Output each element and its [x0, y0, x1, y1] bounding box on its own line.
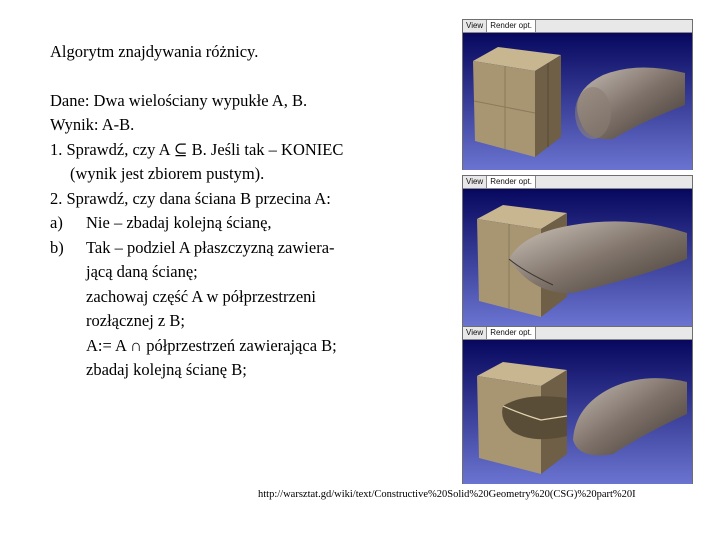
step-2b — [50, 236, 470, 261]
viewport-1-scene — [463, 33, 692, 170]
scene-2-render — [463, 189, 692, 326]
step-2b-line-2: jącą daną ścianę; — [86, 262, 198, 281]
render-options-tab[interactable]: Render opt. — [487, 176, 536, 188]
view-tab[interactable]: View — [463, 176, 487, 188]
viewport-3-tabs — [463, 327, 692, 340]
slide-text-block — [50, 40, 470, 383]
render-viewport-1 — [462, 19, 693, 170]
viewport-2-scene — [463, 189, 692, 326]
render-viewport-2 — [462, 175, 693, 326]
step-2b-label: b) — [50, 237, 64, 257]
cube-shape — [473, 47, 561, 157]
step-2a-label: a) — [50, 213, 63, 232]
view-tab[interactable]: View — [463, 327, 487, 339]
step-2: 2. Sprawdź, czy dana ściana B przecina A: — [50, 188, 331, 208]
step-1: 1. Sprawdź, czy A ⊆ B. Jeśli tak – KONIEC — [50, 139, 344, 159]
step-1-continuation: (wynik jest zbiorem pustym). — [70, 164, 265, 183]
viewport-3-scene — [463, 340, 692, 484]
viewport-1-tabs — [463, 20, 692, 33]
step-2b-line-6: zbadaj kolejną ścianę B; — [86, 360, 247, 379]
view-tab[interactable]: View — [463, 20, 487, 32]
render-viewport-3 — [462, 326, 693, 484]
step-2b-line-5: A:= A ∩ półprzestrzeń zawierająca B; — [86, 335, 337, 355]
render-options-tab[interactable]: Render opt. — [487, 327, 536, 339]
input-description: Dane: Dwa wielościany wypukłe A, B. — [50, 90, 308, 110]
source-url[interactable]: http://warsztat.gd/wiki/text/Constructive%20Solid%20Geometry%20(CSG)%20part%20I — [258, 489, 636, 500]
cube-with-cut-shape — [477, 362, 567, 474]
step-2a-text: Nie – zbadaj kolejną ścianę, — [86, 213, 272, 232]
output-description: Wynik: A-B. — [50, 115, 135, 134]
scene-1-render — [463, 33, 692, 170]
scene-3-render — [463, 340, 692, 484]
step-2b-line-4: rozłącznej z B; — [86, 311, 185, 330]
step-2b-line-3: zachowaj część A w półprzestrzeni — [86, 286, 316, 306]
viewport-2-tabs — [463, 176, 692, 189]
slide-title: Algorytm znajdywania różnicy. — [50, 42, 259, 61]
step-2b-text: Tak – podziel A płaszczyzną zawiera- — [86, 237, 335, 257]
render-options-tab[interactable]: Render opt. — [487, 20, 536, 32]
step-2a — [50, 211, 470, 236]
